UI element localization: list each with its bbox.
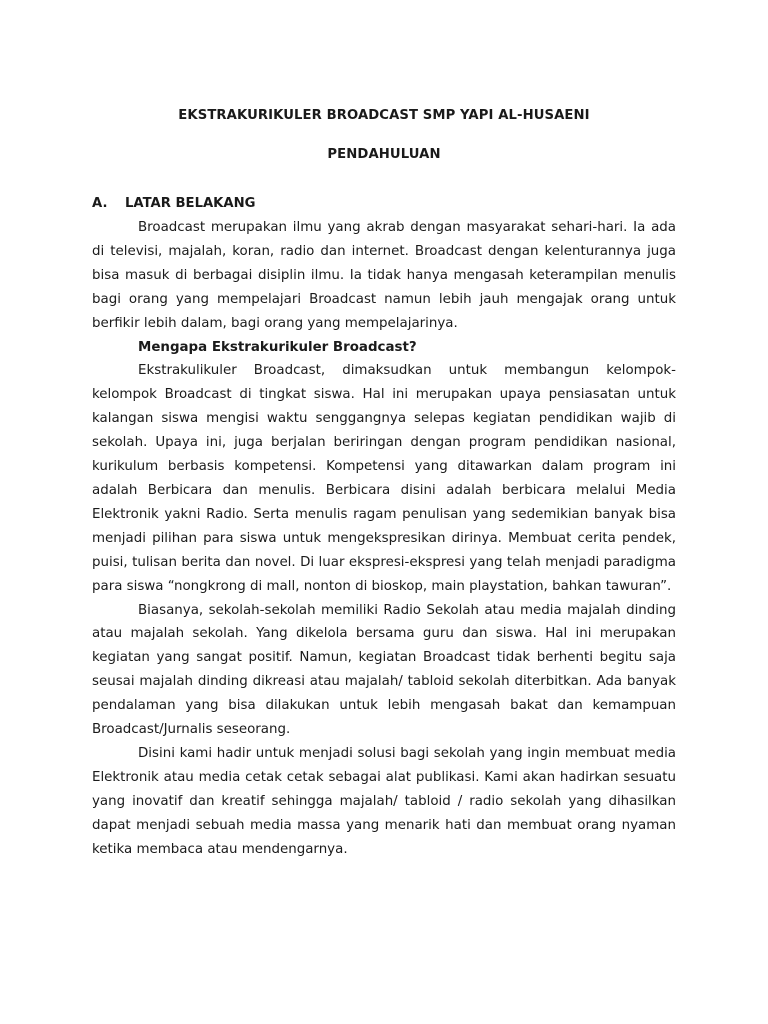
paragraph: Ekstrakulikuler Broadcast, dimaksudkan untuk membangun kelompok-kelompok Broadcast di tingkat siswa. Hal ini merupakan upaya pensiasatan untuk kalangan siswa mengisi waktu senggangnya selepas kegiatan pendidikan wajib di sekolah. Upaya ini, juga berjalan beriringan dengan program pendidikan nasional, kurikulum berbasis kompetensi. Kompetensi yang ditawarkan dalam program ini adalah Berbicara dan menulis. Berbicara disini adalah berbicara melalui Media Elektronik yakni Radio. Serta menulis ragam penulisan yang sedemikian banyak bisa menjadi pilihan para siswa untuk mengekspresikan dirinya. Membuat cerita pendek, puisi, tulisan berita dan novel. Di luar ekspresi-ekspresi yang telah menjadi paradigma para siswa “nongkrong di mall, nonton di bioskop, main playstation, bahkan tawuran”. [92, 363, 676, 594]
paragraph: Disini kami hadir untuk menjadi solusi bagi sekolah yang ingin membuat media Elektronik atau media cetak cetak sebagai alat publikasi. Kami akan hadirkan sesuatu yang inovatif dan kreatif sehingga majalah/ tabloid / radio sekolah yang dihasilkan dapat menjadi sebuah media massa yang menarik hati dan membuat orang nyaman ketika membaca atau mendengarnya. [92, 745, 676, 857]
document-subtitle: PENDAHULUAN [327, 147, 441, 162]
document-title: EKSTRAKURIKULER BROADCAST SMP YAPI AL-HUSAENI [178, 108, 590, 123]
subheading: Mengapa Ekstrakurikuler Broadcast? [138, 339, 417, 355]
section-heading-text: LATAR BELAKANG [125, 196, 256, 211]
paragraph: Broadcast merupakan ilmu yang akrab dengan masyarakat sehari-hari. Ia ada di televisi, majalah, koran, radio dan internet. Broadcast dengan kelenturannya juga bisa masuk di berbagai disiplin ilmu. Ia tidak hanya mengasah keterampilan menulis bagi orang yang mempelajari Broadcast namun lebih jauh mengajak orang untuk berfikir lebih dalam, bagi orang yang mempelajarinya. [92, 220, 676, 331]
paragraph: Biasanya, sekolah-sekolah memiliki Radio Sekolah atau media majalah dinding atau majalah sekolah. Yang dikelola bersama guru dan siswa. Hal ini merupakan kegiatan yang sangat positif. Namun, kegiatan Broadcast tidak berhenti begitu saja seusai majalah dinding dikreasi atau majalah/ tabloid sekolah diterbitkan. Ada banyak pendalaman yang bisa dilakukan untuk lebih mengasah bakat dan kemampuan Broadcast/Jurnalis seseorang. [92, 602, 676, 738]
body-text [92, 216, 676, 861]
section-letter: A. [92, 196, 108, 211]
section-heading [92, 196, 255, 211]
